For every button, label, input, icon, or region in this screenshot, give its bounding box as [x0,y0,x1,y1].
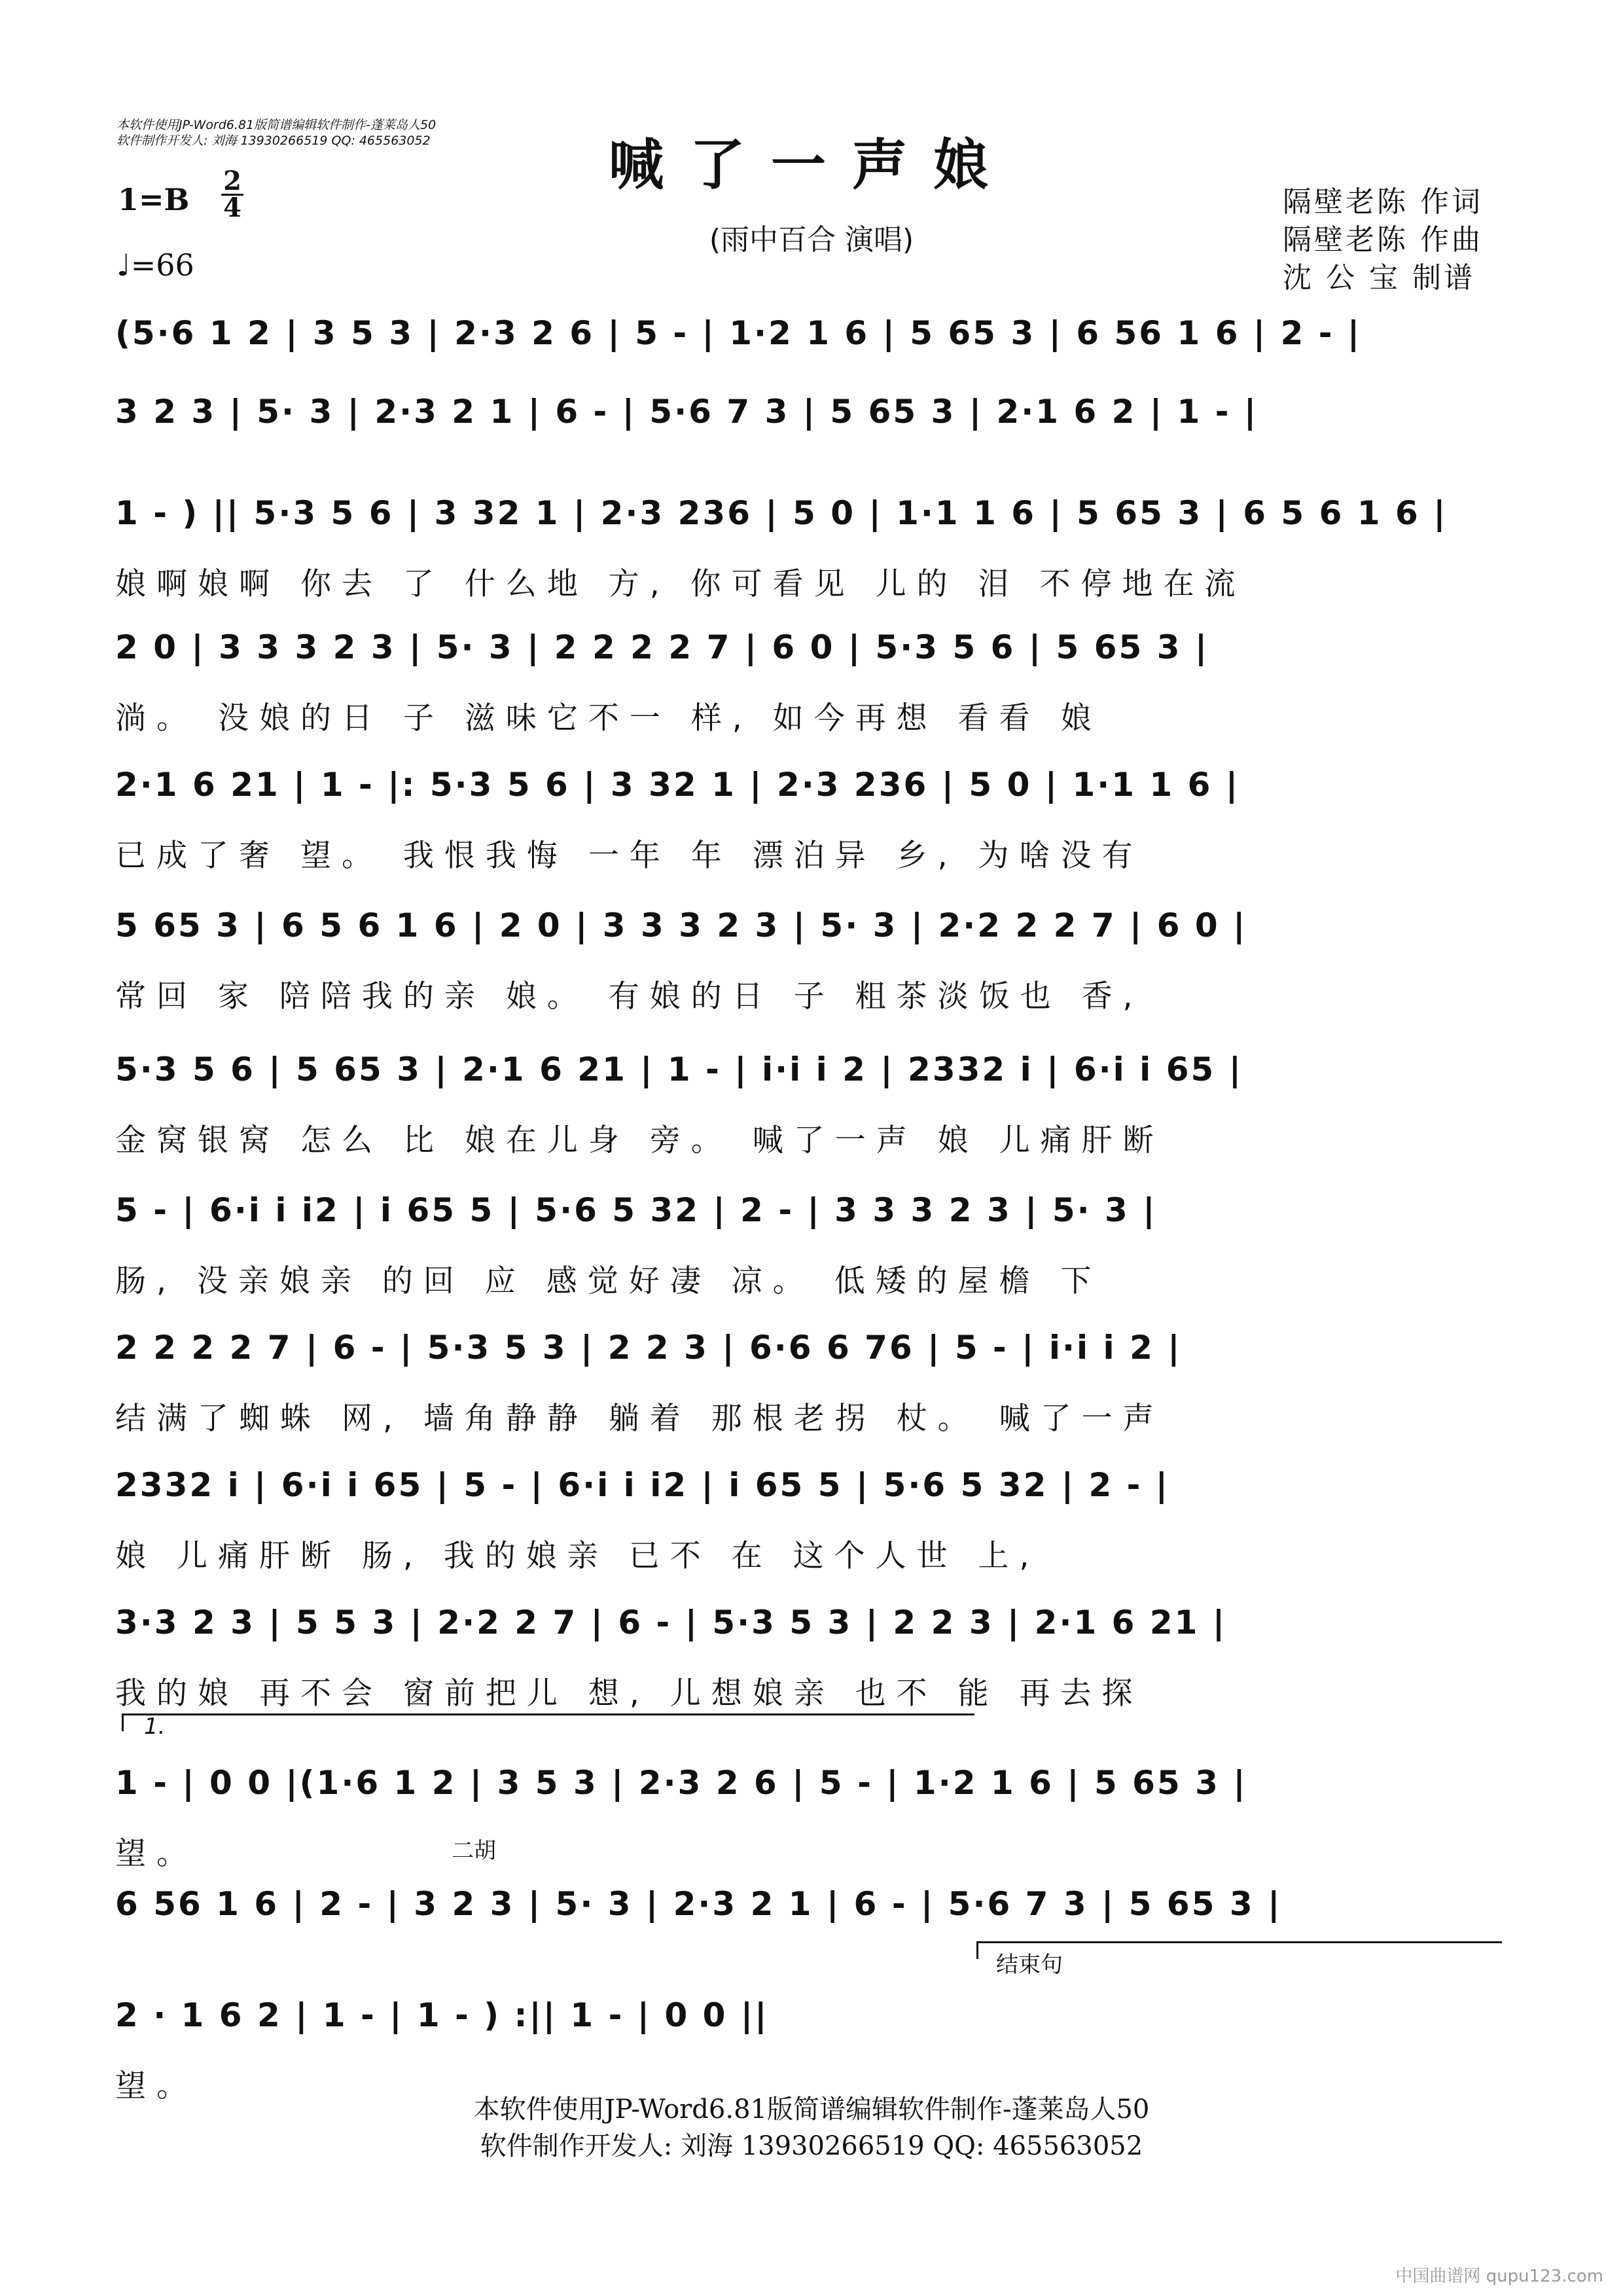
lyrics-line-6: 常回 家 陪陪我的亲 娘。 有娘的日 子 粗茶淡饭也 香, [115,978,1143,1014]
ending-label: 结束句 [996,1952,1063,1978]
tempo-marking: ♩=66 [116,247,194,283]
lyrics-line-7: 金窝银窝 怎么 比 娘在儿身 旁。 喊了一声 娘 儿痛肝断 [115,1122,1164,1158]
lyrics-line-9: 结满了蜘蛛 网, 墙角静静 躺着 那根老拐 杖。 喊了一声 [115,1401,1164,1437]
notes-line-14: 2 · 1 6 2 | 1 - | 1 - ) :|| 1 - | 0 0 || [115,1996,769,2034]
lyricist-credit: 隔壁老陈 作词 [1283,185,1483,219]
performer-credit: (雨中百合 演唱) [709,223,914,257]
instrument-label: 二胡 [452,1838,496,1864]
software-credit-top-2: 软件制作开发人: 刘海 13930266519 QQ: 465563052 [116,134,431,148]
lyrics-line-3: 娘啊娘啊 你去 了 什么地 方, 你可看见 儿的 泪 不停地在流 [115,566,1246,602]
notes-line-4: 2 0 | 3 3 3 2 3 | 5· 3 | 2 2 2 2 7 | 6 0 | 5·3 5 6 | 5 65 3 | [115,628,1209,666]
notes-line-7: 5·3 5 6 | 5 65 3 | 2·1 6 21 | 1 - | i·i i 2 | 2332 i | 6·i i 65 | [115,1050,1243,1088]
lyrics-line-5: 已成了奢 望。 我恨我悔 一年 年 漂泊异 乡, 为啥没有 [115,838,1143,874]
site-watermark: 中国曲谱网 qupu123.com [1395,2267,1603,2286]
notes-line-12: 1 - | 0 0 |(1·6 1 2 | 3 5 3 | 2·3 2 6 | 5 - | 1·2 1 6 | 5 65 3 | [115,1764,1247,1802]
notes-line-8: 5 - | 6·i i i2 | i 65 5 | 5·6 5 32 | 2 - | 3 3 3 2 3 | 5· 3 | [115,1191,1157,1229]
volta-label: 1. [144,1713,166,1740]
footer-credit-line2: 软件制作开发人: 刘海 13930266519 QQ: 465563052 [480,2131,1143,2161]
lyrics-line-14: 望。 [115,2068,198,2104]
volta-bracket [122,1713,974,1731]
notes-line-11: 3·3 2 3 | 5 5 3 | 2·2 2 7 | 6 - | 5·3 5 3 | 2 2 3 | 2·1 6 21 | [115,1604,1227,1641]
notes-line-6: 5 65 3 | 6 5 6 1 6 | 2 0 | 3 3 3 2 3 | 5· 3 | 2·2 2 2 7 | 6 0 | [115,906,1247,944]
notes-line-5: 2·1 6 21 | 1 - |: 5·3 5 6 | 3 32 1 | 2·3 236 | 5 0 | 1·1 1 6 | [115,766,1240,804]
song-title: 喊了一声娘 [608,132,1014,197]
time-signature [221,166,243,223]
time-signature-bottom: 4 [223,192,241,223]
notes-line-10: 2332 i | 6·i i 65 | 5 - | 6·i i i2 | i 65 5 | 5·6 5 32 | 2 - | [115,1466,1170,1504]
lyrics-line-8: 肠, 没亲娘亲 的回 应 感觉好凄 凉。 低矮的屋檐 下 [115,1263,1102,1299]
time-signature-top: 2 [223,166,241,196]
composer-credit: 隔壁老陈 作曲 [1283,223,1483,257]
footer-credit-line1: 本软件使用JP-Word6.81版简谱编辑软件制作-蓬莱岛人50 [473,2094,1150,2125]
key-signature: 1=B [118,182,190,217]
notes-line-2: 3 2 3 | 5· 3 | 2·3 2 1 | 6 - | 5·6 7 3 | 5 65 3 | 2·1 6 2 | 1 - | [115,393,1258,431]
lyrics-line-11: 我的娘 再不会 窗前把儿 想, 儿想娘亲 也不 能 再去探 [115,1676,1143,1712]
arranger-credit: 沈 公 宝 制谱 [1283,261,1475,295]
lyrics-line-12: 望。 [115,1836,198,1872]
lyrics-line-10: 娘 儿痛肝断 肠, 我的娘亲 已不 在 这个人世 上, [115,1538,1040,1574]
notes-line-13: 6 56 1 6 | 2 - | 3 2 3 | 5· 3 | 2·3 2 1 | 6 - | 5·6 7 3 | 5 65 3 | [115,1885,1282,1923]
footer-credit [0,2091,1623,2164]
notes-line-1: (5·6 1 2 | 3 5 3 | 2·3 2 6 | 5 - | 1·2 1 6 | 5 65 3 | 6 56 1 6 | 2 - | [115,314,1362,352]
lyrics-line-4: 淌。 没娘的日 子 滋味它不一 样, 如今再想 看看 娘 [115,700,1102,736]
notes-line-3: 1 - ) || 5·3 5 6 | 3 32 1 | 2·3 236 | 5 0 | 1·1 1 6 | 5 65 3 | 6 5 6 1 6 | [115,494,1448,532]
notes-line-9: 2 2 2 2 7 | 6 - | 5·3 5 3 | 2 2 3 | 6·6 6 76 | 5 - | i·i i 2 | [115,1329,1182,1367]
software-credit-top-1: 本软件使用JP-Word6.81版简谱编辑软件制作-蓬莱岛人50 [116,118,437,132]
